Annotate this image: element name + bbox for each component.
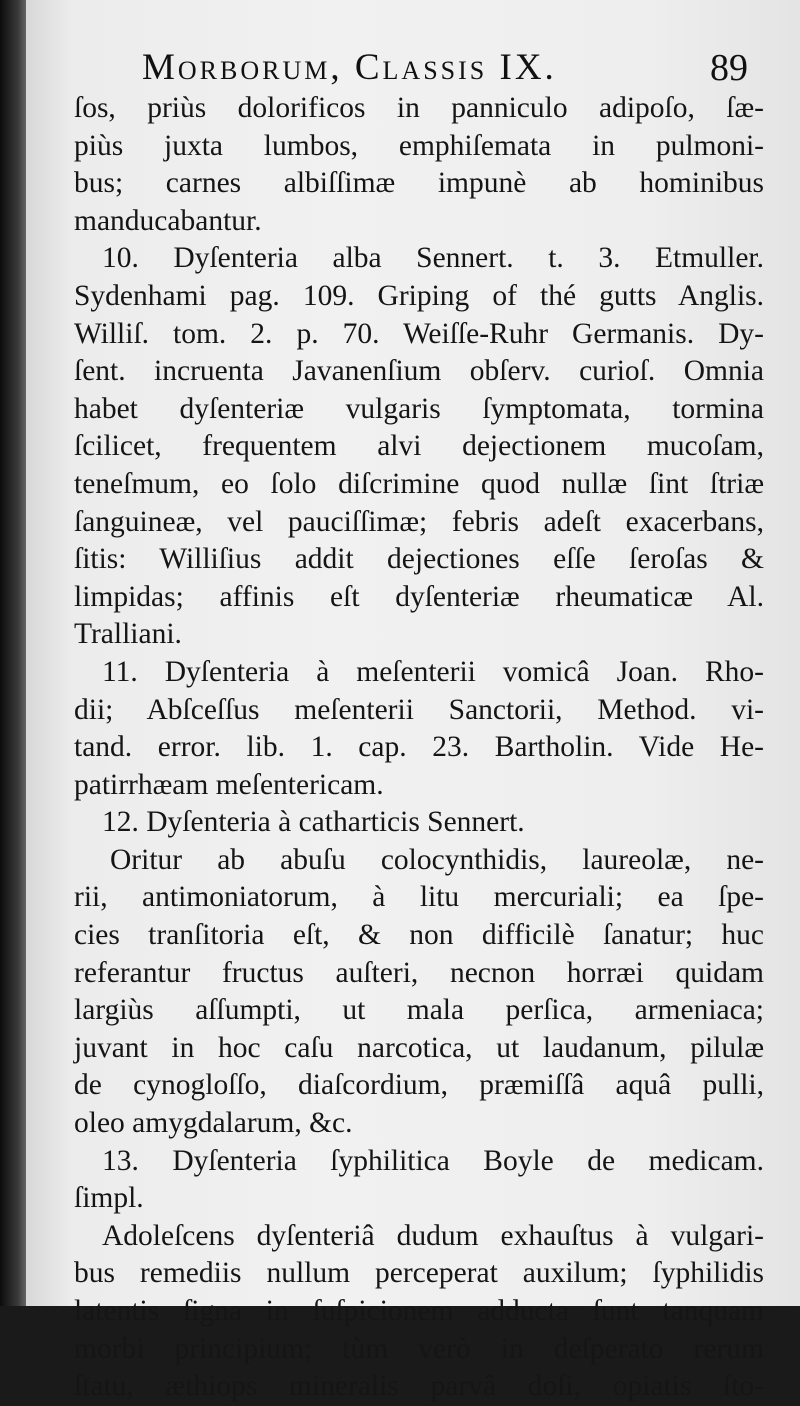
page-number: 89 — [710, 47, 748, 89]
text-line: tand. error. lib. 1. cap. 23. Bartholin. Vide He- — [74, 731, 764, 764]
running-head — [114, 46, 764, 96]
text-line: ſimpl. — [74, 1182, 144, 1215]
text-line: cies tranſitoria eſt, & non difficilè ſanatur; huc — [74, 919, 764, 952]
text-line: morbi principium; tùm verò in deſperato rerum — [74, 1332, 764, 1365]
text-line: bus; carnes albiſſimæ impunè ab hominibus — [74, 167, 764, 200]
text-line: 10. Dyſenteria alba Sennert. t. 3. Etmuller. — [102, 242, 764, 275]
text-line: ſcilicet, frequentem alvi dejectionem mucoſam, — [74, 430, 764, 463]
text-line: piùs juxta lumbos, emphiſemata in pulmoni- — [74, 129, 764, 162]
text-line: ſtatu, æthiops mineralis parvâ doſi, opiatis ſto- — [74, 1370, 764, 1403]
body-text — [74, 90, 764, 1406]
text-line: 12. Dyſenteria à catharticis Sennert. — [102, 806, 525, 839]
text-line: Williſ. tom. 2. p. 70. Weiſſe-Ruhr Germanis. Dy- — [74, 317, 764, 350]
text-line: ſanguineæ, vel pauciſſimæ; febris adeſt exacerbans, — [74, 505, 764, 538]
text-line: 11. Dyſenteria à meſenterii vomicâ Joan. Rho- — [102, 655, 764, 688]
text-line: ſos, priùs dolorificos in panniculo adipoſo, ſæ- — [74, 92, 764, 124]
text-line: largiùs aſſumpti, ut mala perſica, armeniaca; — [74, 994, 764, 1027]
text-line: Oritur ab abuſu colocynthidis, laureolæ, ne- — [110, 843, 764, 876]
text-line: juvant in hoc caſu narcotica, ut laudanum, pilulæ — [74, 1031, 764, 1064]
running-head-title: Morborum, Classis IX. — [142, 47, 557, 88]
text-line: ſitis: Williſius addit dejectiones eſſe ſeroſas & — [74, 543, 764, 576]
text-line: latentis ſigna in ſuſpicionem adducta ſunt tanquam — [74, 1295, 764, 1327]
text-line: de cynogloſſo, diaſcordium, præmiſſâ aquâ pulli, — [74, 1069, 764, 1102]
text-line: oleo amygdalarum, &c. — [74, 1107, 353, 1140]
text-line: Adoleſcens dyſenteriâ dudum exhauſtus à vulgari- — [102, 1219, 764, 1252]
text-line: habet dyſenteriæ vulgaris ſymptomata, tormina — [74, 392, 764, 425]
text-line: patirrhæam meſentericam. — [74, 768, 384, 801]
text-line: manducabantur. — [74, 204, 262, 237]
text-line: teneſmum, eo ſolo diſcrimine quod nullæ ſint ſtriæ — [74, 467, 764, 500]
text-line: Sydenhami pag. 109. Griping of thé gutts Anglis. — [74, 279, 764, 312]
book-page — [26, 0, 800, 1403]
text-line: referantur fructus auſteri, necnon horræi quidam — [74, 956, 764, 989]
text-line: limpidas; affinis eſt dyſenteriæ rheumaticæ Al. — [74, 580, 764, 613]
text-line: ſent. incruenta Javanenſium obſerv. curioſ. Omnia — [74, 355, 764, 388]
text-line: dii; Abſceſſus meſenterii Sanctorii, Method. vi- — [74, 693, 764, 726]
text-line: 13. Dyſenteria ſyphilitica Boyle de medicam. — [102, 1144, 764, 1177]
text-line: Tralliani. — [74, 618, 182, 651]
text-line: rii, antimoniatorum, à litu mercuriali; ea ſpe- — [74, 881, 764, 914]
text-line: bus remediis nullum perceperat auxilum; ſyphilidis — [74, 1257, 764, 1290]
